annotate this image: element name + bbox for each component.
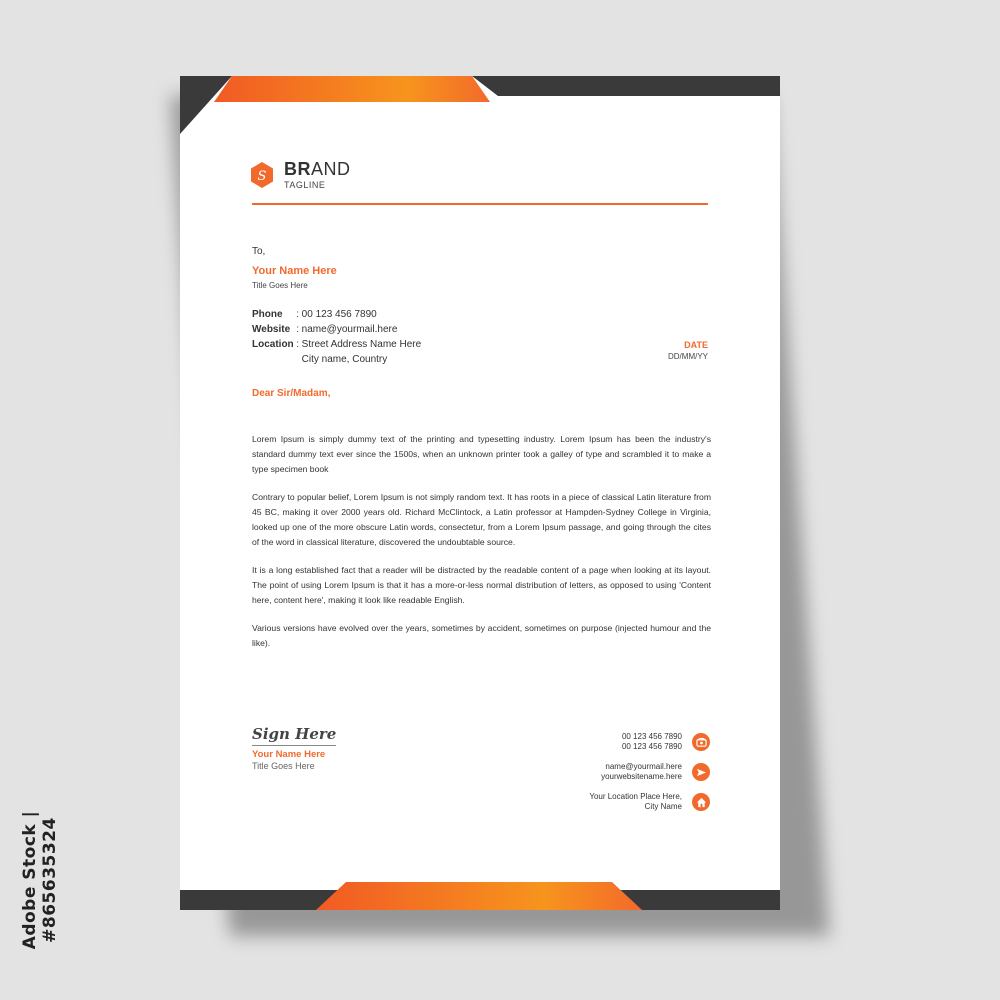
to-label: To, <box>252 246 266 257</box>
info-row-location: Location : Street Address Name Here City name, Country <box>252 339 422 365</box>
recipient-info <box>252 308 421 368</box>
brand-name: BRAND <box>284 159 351 179</box>
contact-list <box>589 732 710 822</box>
contact-phone: 00 123 456 7890 00 123 456 7890 <box>589 732 710 752</box>
bottom-orange-band <box>316 882 642 910</box>
signature-block <box>252 725 336 771</box>
paragraph-2: Contrary to popular belief, Lorem Ipsum is not simply random text. It has roots in a piece of classical Latin literature from 45 BC, making it over 2000 years old. Richard McClintock, a Latin professor at Hampden-Sydney College in Virginia, looked up one of the more obscure Latin words, consectetur, from a Lorem Ipsum passage, and going through the cites of the word in classical literature, discovered the undoubtable source. <box>252 492 711 547</box>
date-block <box>668 340 708 361</box>
paragraph-1: Lorem Ipsum is simply dummy text of the printing and typesetting industry. Lorem Ipsum has been the industry's standard dummy text ever since the 1500s, when an unknown printer took a galley of type and scrambled it to make a type specimen book <box>252 434 711 474</box>
date-label: DATE <box>684 340 708 350</box>
top-orange-band <box>214 76 490 102</box>
greeting: Dear Sir/Madam, <box>252 388 331 399</box>
phone-icon <box>692 733 710 751</box>
header-rule <box>252 203 708 205</box>
letter-body <box>252 432 711 664</box>
info-row-website: Website : name@yourmail.here <box>252 324 398 335</box>
send-icon <box>692 763 710 781</box>
signature-line <box>252 745 336 746</box>
brand-logo-letter: S <box>257 169 267 184</box>
letterhead-page <box>180 76 780 910</box>
info-row-phone: Phone : 00 123 456 7890 <box>252 309 377 320</box>
contact-location: Your Location Place Here, City Name <box>589 792 710 812</box>
signature-script: Sign Here <box>252 725 337 743</box>
paragraph-4: Various versions have evolved over the years, sometimes by accident, sometimes on purpose (injected humour and the like). <box>252 623 711 648</box>
recipient-title: Title Goes Here <box>252 281 308 290</box>
contact-web: name@yourmail.here yourwebsitename.here <box>589 762 710 782</box>
top-left-dark-corner <box>180 76 232 134</box>
home-icon <box>692 793 710 811</box>
stock-id-text: Adobe Stock | #865635324 <box>20 810 60 950</box>
paragraph-3: It is a long established fact that a reader will be distracted by the readable content of a page when looking at its layout. The point of using Lorem Ipsum is that it has a more-or-less normal distribution of letters, as opposed to using 'Content here, content here', making it look like readable English. <box>252 565 711 605</box>
date-value: DD/MM/YY <box>668 352 708 361</box>
recipient-name: Your Name Here <box>252 265 337 277</box>
signature-name: Your Name Here <box>252 749 326 760</box>
brand-block <box>250 160 351 190</box>
brand-tagline: TAGLINE <box>284 180 326 190</box>
top-right-dark-band <box>472 76 780 96</box>
signature-title: Title Goes Here <box>252 761 315 771</box>
brand-logo-icon <box>250 162 274 188</box>
